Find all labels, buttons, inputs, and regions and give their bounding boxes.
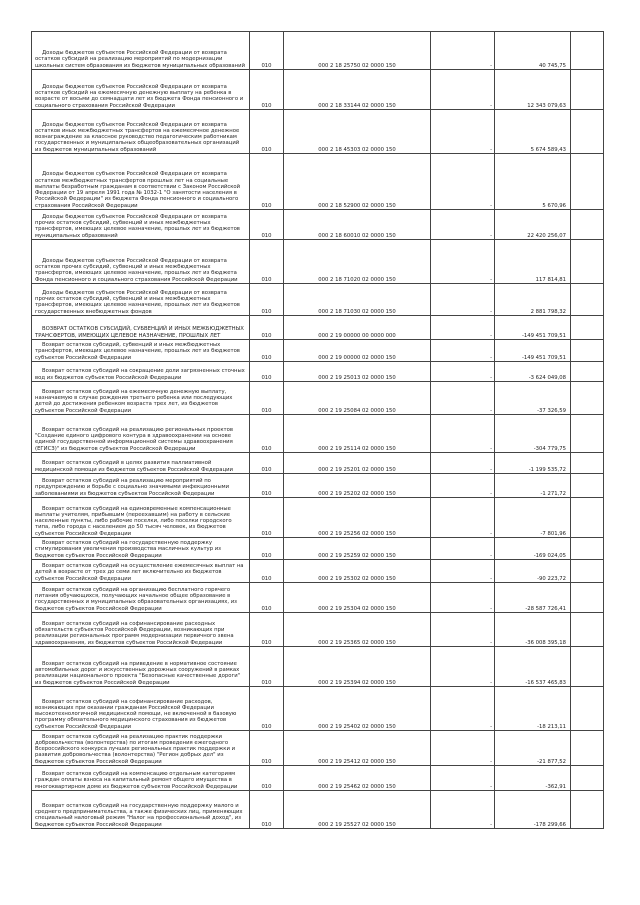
indicator-name: [32, 70, 250, 110]
approved-amount: -: [431, 340, 495, 362]
executed-amount: 117 814,81: [495, 240, 571, 284]
indicator-name-text: Возврат остатков субсидий на приведение в нормативное состояние автомобильных дорог и искусственных дорожных сооружений в рамках реализации национального проекта "Безопасные качественные дороги" из бюджетов субъектов Российской Федерации: [35, 660, 241, 686]
indicator-name-text: Доходы бюджетов субъектов Российской Федерации от возврата остатков прочих субсидий, субвенций и иных межбюджетных трансфертов, имеющих целевое назначение, прошлых лет из бюджета Фонда пенсионного и социального страхования Российской Федерации: [35, 257, 238, 283]
approved-amount: -: [431, 498, 495, 538]
line-code: 010: [250, 766, 284, 791]
executed-amount: -1 199 535,72: [495, 453, 571, 474]
indicator-name-text: Возврат остатков субсидий на единовременные компенсационные выплаты учителям, прибывшим (переехавшим) на работу в сельские населенные пункты, либо рабочие поселки, либо поселки городского типа, либо города с населением до 50 тысяч человек, из бюджетов субъектов Российской Федерации: [35, 505, 232, 537]
approved-amount: -: [431, 560, 495, 583]
budget-classification-code: 000 2 18 45303 02 0000 150: [284, 110, 431, 154]
indicator-name: [32, 560, 250, 583]
executed-amount: -169 024,05: [495, 538, 571, 560]
line-code: 010: [250, 687, 284, 731]
line-code: 010: [250, 70, 284, 110]
budget-classification-code: 000 2 18 71020 02 0000 150: [284, 240, 431, 284]
executed-amount: 40 745,75: [495, 32, 571, 70]
table-row: [32, 415, 604, 453]
approved-amount: -: [431, 687, 495, 731]
indicator-name-text: Возврат остатков субсидий на компенсацию отдельным категориям граждан оплаты взноса на капитальный ремонт общего имущества в многоквартирном доме из бюджетов субъектов Российской Федерации: [35, 771, 238, 790]
approved-amount: -: [431, 453, 495, 474]
line-code: 010: [250, 538, 284, 560]
table-row: [32, 474, 604, 498]
table-row: [32, 110, 604, 154]
approved-amount: -: [431, 240, 495, 284]
table-row: [32, 498, 604, 538]
budget-classification-code: 000 2 18 60010 02 0000 150: [284, 210, 431, 240]
budget-classification-code: 000 2 19 25114 02 0000 150: [284, 415, 431, 453]
budget-classification-code: 000 2 19 00000 00 0000 000: [284, 316, 431, 340]
table-row: [32, 647, 604, 687]
indicator-name-text: Возврат остатков субсидий в целях развития паллиативной медицинской помощи из бюджетов субъектов Российской Федерации: [35, 460, 234, 473]
indicator-name-text: Доходы бюджетов субъектов Российской Федерации от возврата остатков субсидий на ежемесячную денежную выплату на ребенка в возрасте от восьми до семнадцати лет из бюджета Фонда пенсионного и социального страхования Российской Федерации: [35, 83, 244, 109]
budget-classification-code: 000 2 19 25304 02 0000 150: [284, 583, 431, 613]
executed-amount: -18 213,11: [495, 687, 571, 731]
line-code: 010: [250, 210, 284, 240]
indicator-name-text: Возврат остатков субсидий, субвенций и иных межбюджетных трансфертов, имеющих целевое назначение, прошлых лет из бюджетов субъектов Российской Федерации: [35, 342, 240, 361]
line-code: 010: [250, 362, 284, 382]
table-row: [32, 284, 604, 316]
unexecuted-amount: [571, 453, 604, 474]
unexecuted-amount: [571, 284, 604, 316]
unexecuted-amount: [571, 70, 604, 110]
line-code: 010: [250, 498, 284, 538]
unexecuted-amount: [571, 382, 604, 415]
unexecuted-amount: [571, 316, 604, 340]
executed-amount: -7 801,96: [495, 498, 571, 538]
approved-amount: -: [431, 791, 495, 829]
indicator-name-text: Возврат остатков субсидий на осуществление ежемесячных выплат на детей в возрасте от трех до семи лет включительно из бюджетов субъектов Российской Федерации: [35, 563, 244, 582]
indicator-name: [32, 110, 250, 154]
approved-amount: -: [431, 613, 495, 647]
indicator-name: [32, 474, 250, 498]
executed-amount: -3 624 049,08: [495, 362, 571, 382]
approved-amount: -: [431, 382, 495, 415]
indicator-name-text: Доходы бюджетов субъектов Российской Федерации от возврата остатков субсидий на реализацию мероприятий по модернизации школьных систем образования из бюджетов муниципальных образований: [35, 50, 246, 69]
budget-classification-code: 000 2 19 25527 02 0000 150: [284, 791, 431, 829]
unexecuted-amount: [571, 538, 604, 560]
table-row: [32, 583, 604, 613]
budget-classification-code: 000 2 19 25201 02 0000 150: [284, 453, 431, 474]
table-row: [32, 731, 604, 766]
line-code: 010: [250, 791, 284, 829]
indicator-name: [32, 340, 250, 362]
table-row: [32, 70, 604, 110]
executed-amount: 2 881 798,32: [495, 284, 571, 316]
table-row: [32, 538, 604, 560]
indicator-name: [32, 415, 250, 453]
executed-amount: -149 451 709,51: [495, 316, 571, 340]
indicator-name: [32, 154, 250, 210]
executed-amount: 5 674 589,43: [495, 110, 571, 154]
indicator-name: [32, 453, 250, 474]
line-code: 010: [250, 560, 284, 583]
executed-amount: 22 420 256,07: [495, 210, 571, 240]
executed-amount: -149 451 709,51: [495, 340, 571, 362]
table-row: [32, 316, 604, 340]
unexecuted-amount: [571, 613, 604, 647]
indicator-name: [32, 687, 250, 731]
budget-classification-code: 000 2 18 25750 02 0000 150: [284, 32, 431, 70]
table-row: [32, 560, 604, 583]
budget-classification-code: 000 2 19 25402 02 0000 150: [284, 687, 431, 731]
budget-classification-code: 000 2 19 25302 02 0000 150: [284, 560, 431, 583]
executed-amount: -28 587 726,41: [495, 583, 571, 613]
executed-amount: -304 779,75: [495, 415, 571, 453]
budget-classification-code: 000 2 19 25256 02 0000 150: [284, 498, 431, 538]
approved-amount: -: [431, 70, 495, 110]
indicator-name: [32, 32, 250, 70]
approved-amount: -: [431, 766, 495, 791]
approved-amount: -: [431, 110, 495, 154]
indicator-name: [32, 316, 250, 340]
executed-amount: 12 343 079,63: [495, 70, 571, 110]
line-code: 010: [250, 453, 284, 474]
indicator-name-text: Возврат остатков субсидий на софинансирование расходов, возникающих при оказании гражданам Российской Федерации высокотехнологичной медицинской помощи, не включенной в базовую программу обязательного медицинского страхования из бюджетов субъектов Российской Федерации: [35, 698, 237, 730]
executed-amount: -16 537 465,83: [495, 647, 571, 687]
table-row: [32, 613, 604, 647]
line-code: 010: [250, 382, 284, 415]
indicator-name-text: Возврат остатков субсидий на реализацию мероприятий по предупреждению и борьбе с социально значимыми инфекционными заболеваниями из бюджетов субъектов Российской Федерации: [35, 478, 230, 497]
indicator-name: [32, 613, 250, 647]
unexecuted-amount: [571, 560, 604, 583]
line-code: 010: [250, 284, 284, 316]
unexecuted-amount: [571, 791, 604, 829]
indicator-name: [32, 791, 250, 829]
table-row: [32, 240, 604, 284]
unexecuted-amount: [571, 154, 604, 210]
approved-amount: -: [431, 210, 495, 240]
approved-amount: -: [431, 583, 495, 613]
unexecuted-amount: [571, 210, 604, 240]
unexecuted-amount: [571, 415, 604, 453]
approved-amount: -: [431, 154, 495, 210]
indicator-name: [32, 382, 250, 415]
line-code: 010: [250, 110, 284, 154]
indicator-name-text: Возврат остатков субсидий на организацию бесплатного горячего питания обучающихся, получающих начальное общее образование в государственных и муниципальных образовательных организациях, из бюджетов субъектов Российской Федерации: [35, 586, 237, 612]
line-code: 010: [250, 647, 284, 687]
approved-amount: -: [431, 538, 495, 560]
executed-amount: 5 670,96: [495, 154, 571, 210]
line-code: 010: [250, 583, 284, 613]
unexecuted-amount: [571, 583, 604, 613]
table-row: [32, 791, 604, 829]
approved-amount: -: [431, 362, 495, 382]
executed-amount: -1 271,72: [495, 474, 571, 498]
budget-classification-code: 000 2 19 25412 02 0000 150: [284, 731, 431, 766]
budget-classification-code: 000 2 18 33144 02 0000 150: [284, 70, 431, 110]
unexecuted-amount: [571, 647, 604, 687]
budget-classification-code: 000 2 19 25259 02 0000 150: [284, 538, 431, 560]
approved-amount: -: [431, 474, 495, 498]
budget-classification-code: 000 2 18 71030 02 0000 150: [284, 284, 431, 316]
approved-amount: -: [431, 32, 495, 70]
line-code: 010: [250, 474, 284, 498]
budget-classification-code: 000 2 19 25394 02 0000 150: [284, 647, 431, 687]
unexecuted-amount: [571, 110, 604, 154]
approved-amount: -: [431, 731, 495, 766]
table-row: [32, 340, 604, 362]
executed-amount: -36 008 395,18: [495, 613, 571, 647]
indicator-name: [32, 647, 250, 687]
indicator-name: [32, 498, 250, 538]
indicator-name-text: Доходы бюджетов субъектов Российской Федерации от возврата прочих остатков субсидий, субвенций и иных межбюджетных трансфертов, имеющих целевое назначение, прошлых лет из бюджетов муниципальных образований: [35, 213, 240, 239]
budget-classification-code: 000 2 19 25462 02 0000 150: [284, 766, 431, 791]
approved-amount: -: [431, 284, 495, 316]
indicator-name: [32, 210, 250, 240]
budget-classification-code: 000 2 19 25084 02 0000 150: [284, 382, 431, 415]
indicator-name-text: Доходы бюджетов субъектов Российской Федерации от возврата остатков межбюджетных трансфертов прошлых лет на социальные выплаты безработным гражданам в соответствии с Законом Российской Федерации от 19 апреля 1991 года № 1032-1 "О занятости населения в Российской Федерации" из бюджета Фонда пенсионного и социального страхования Российской Федерации: [35, 171, 241, 209]
unexecuted-amount: [571, 474, 604, 498]
unexecuted-amount: [571, 498, 604, 538]
executed-amount: -362,91: [495, 766, 571, 791]
unexecuted-amount: [571, 731, 604, 766]
table-row: [32, 32, 604, 70]
unexecuted-amount: [571, 240, 604, 284]
indicator-name-text: Возврат остатков субсидий на ежемесячную денежную выплату, назначаемую в случае рождения третьего ребенка или последующих детей до достижения ребенком возраста трех лет, из бюджетов субъектов Российской Федерации: [35, 388, 233, 414]
table-row: [32, 766, 604, 791]
indicator-name: [32, 240, 250, 284]
line-code: 010: [250, 613, 284, 647]
table-row: [32, 382, 604, 415]
line-code: 010: [250, 340, 284, 362]
table-row: [32, 154, 604, 210]
line-code: 010: [250, 415, 284, 453]
report-sheet: [31, 31, 603, 829]
budget-classification-code: 000 2 19 25202 02 0000 150: [284, 474, 431, 498]
line-code: 010: [250, 154, 284, 210]
indicator-name: [32, 583, 250, 613]
indicator-name-text: ВОЗВРАТ ОСТАТКОВ СУБСИДИЙ, СУБВЕНЦИЙ И ИНЫХ МЕЖБЮДЖЕТНЫХ ТРАНСФЕРТОВ, ИМЕЮЩИХ ЦЕЛЕВОЕ НАЗНАЧЕНИЕ, ПРОШЛЫХ ЛЕТ: [35, 326, 244, 339]
executed-amount: -178 299,66: [495, 791, 571, 829]
approved-amount: -: [431, 316, 495, 340]
indicator-name-text: Возврат остатков субсидий на государственную поддержку стимулирования увеличения производства масличных культур из бюджетов субъектов Российской Федерации: [35, 540, 221, 559]
indicator-name-text: Возврат остатков субсидий на софинансирование расходных обязательств субъектов Российской Федерации, возникающих при реализации региональных программ модернизации первичного звена здравоохранения, из бюджетов субъектов Российской Федерации: [35, 620, 234, 646]
approved-amount: -: [431, 647, 495, 687]
indicator-name-text: Возврат остатков субсидий на реализацию практик поддержки добровольчества (волонтерства) по итогам проведения ежегодного Всероссийского конкурса лучших региональных практик поддержки и развития добровольчества (волонтерства) "Регион добрых дел" из бюджетов субъектов Российской Федерации: [35, 733, 236, 765]
indicator-name: [32, 731, 250, 766]
table-row: [32, 362, 604, 382]
line-code: 010: [250, 240, 284, 284]
unexecuted-amount: [571, 687, 604, 731]
budget-table-body: [32, 32, 604, 829]
unexecuted-amount: [571, 766, 604, 791]
unexecuted-amount: [571, 362, 604, 382]
indicator-name: [32, 362, 250, 382]
indicator-name-text: Возврат остатков субсидий на сокращение доли загрязненных сточных вод из бюджетов субъектов Российской Федерации: [35, 368, 245, 381]
executed-amount: -21 877,52: [495, 731, 571, 766]
table-row: [32, 687, 604, 731]
budget-classification-code: 000 2 19 25013 02 0000 150: [284, 362, 431, 382]
indicator-name-text: Доходы бюджетов субъектов Российской Федерации от возврата остатков иных межбюджетных трансфертов на ежемесячное денежное вознаграждение за классное руководство педагогическим работникам государственных и муниципальных общеобразовательных организаций из бюджетов муниципальных образований: [35, 121, 240, 153]
unexecuted-amount: [571, 340, 604, 362]
table-row: [32, 453, 604, 474]
line-code: 010: [250, 316, 284, 340]
indicator-name-text: Возврат остатков субсидий на реализацию региональных проектов "Создание единого цифрового контура в здравоохранении на основе единой государственной информационной системы здравоохранения (ЕГИСЗ)" из бюджетов субъектов Российской Федерации: [35, 426, 233, 452]
budget-classification-code: 000 2 19 00000 02 0000 150: [284, 340, 431, 362]
indicator-name-text: Доходы бюджетов субъектов Российской Федерации от возврата прочих остатков субсидий, субвенций и иных межбюджетных трансфертов, имеющих целевое назначение, прошлых лет из бюджетов государственных внебюджетных фондов: [35, 289, 240, 315]
table-row: [32, 210, 604, 240]
executed-amount: -37 326,59: [495, 382, 571, 415]
approved-amount: -: [431, 415, 495, 453]
indicator-name: [32, 538, 250, 560]
budget-table: [31, 31, 604, 829]
indicator-name-text: Возврат остатков субсидий на государственную поддержку малого и среднего предпринимательства, а также физических лиц, применяющих специальный налоговый режим "Налог на профессиональный доход", из бюджетов субъектов Российской Федерации: [35, 802, 243, 828]
indicator-name: [32, 766, 250, 791]
unexecuted-amount: [571, 32, 604, 70]
indicator-name: [32, 284, 250, 316]
line-code: 010: [250, 32, 284, 70]
budget-classification-code: 000 2 19 25365 02 0000 150: [284, 613, 431, 647]
budget-classification-code: 000 2 18 52900 02 0000 150: [284, 154, 431, 210]
line-code: 010: [250, 731, 284, 766]
executed-amount: -90 223,72: [495, 560, 571, 583]
